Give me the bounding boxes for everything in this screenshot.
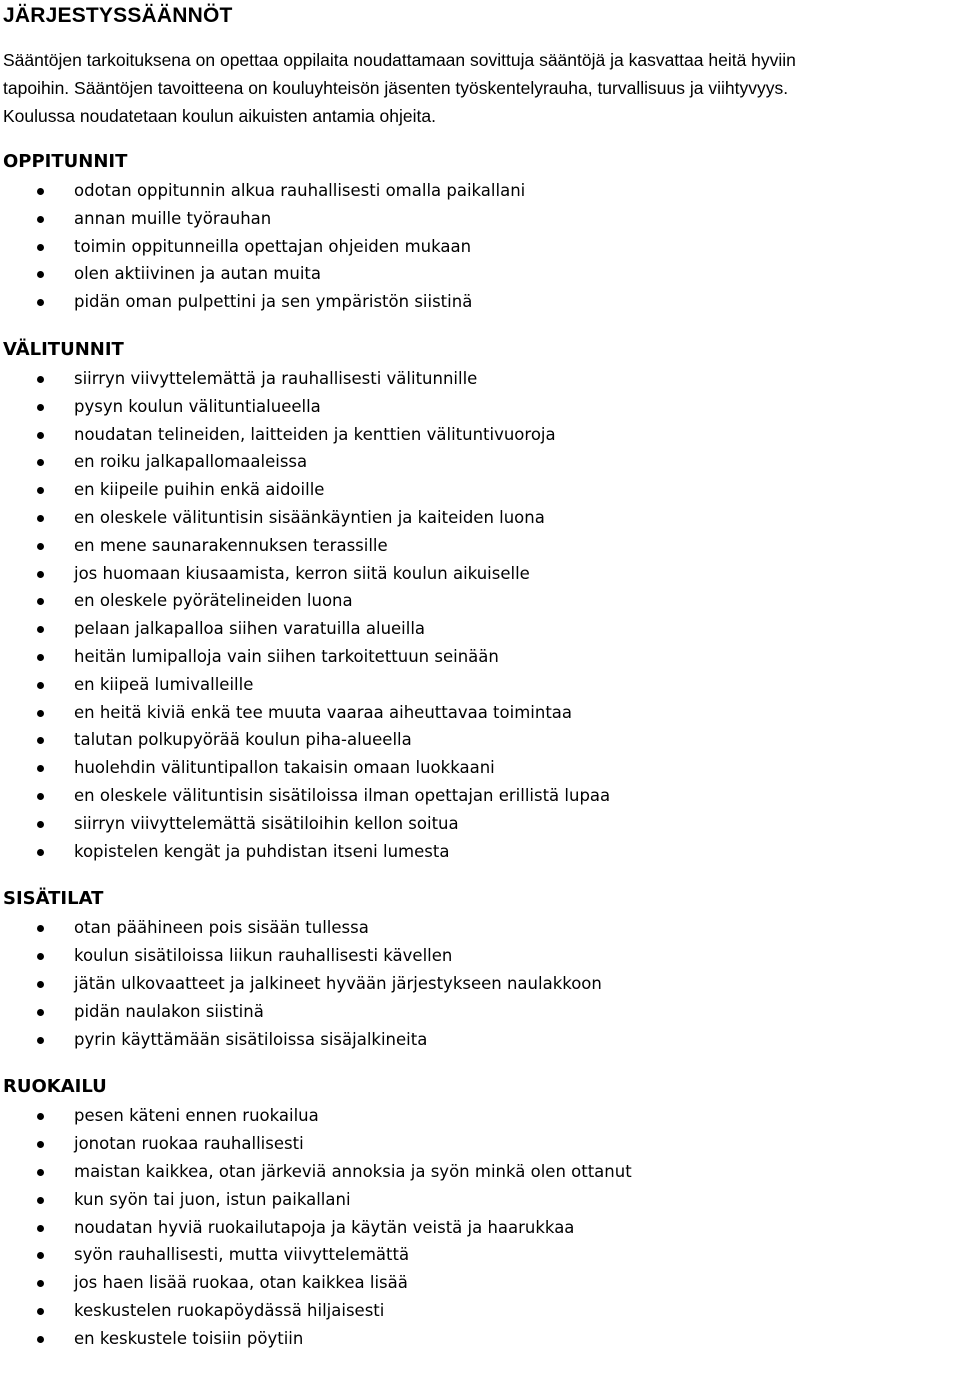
list-item-text: toimin oppitunneilla opettajan ohjeiden mukaan (74, 236, 472, 256)
list-item (3, 1158, 957, 1186)
list-item-text: en kiipeile puihin enkä aidoille (74, 480, 325, 500)
list-item-text: syön rauhallisesti, mutta viivyttelemättä (74, 1245, 410, 1265)
document-title: JÄRJESTYSSÄÄNNÖT (3, 4, 233, 27)
list-item-text: jos haen lisää ruokaa, otan kaikkea lisää (74, 1273, 408, 1293)
list-item-text: pesen käteni ennen ruokailua (74, 1106, 319, 1126)
list-item-text: en oleskele välituntisin sisäänkäyntien ja kaiteiden luona (74, 507, 545, 527)
list-item (3, 1130, 957, 1158)
bullet-icon (37, 793, 44, 800)
list-item (3, 970, 957, 998)
bullet-icon (37, 459, 44, 466)
bullet-icon (37, 299, 44, 306)
list-item-text: jätän ulkovaatteet ja jalkineet hyvään järjestykseen naulakkoon (74, 973, 602, 993)
bullet-icon (37, 1009, 44, 1016)
list-item-text: koulun sisätiloissa liikun rauhallisesti kävellen (74, 946, 453, 966)
list-item-text: noudatan hyviä ruokailutapoja ja käytän veistä ja haarukkaa (74, 1217, 575, 1237)
rules-list (3, 177, 957, 316)
list-item (3, 288, 957, 316)
list-item-text: siirryn viivyttelemättä sisätiloihin kellon soitua (74, 813, 459, 833)
intro-paragraph (3, 46, 957, 130)
list-item (3, 476, 957, 504)
list-item (3, 532, 957, 560)
list-item-text: maistan kaikkea, otan järkeviä annoksia ja syön minkä olen ottanut (74, 1161, 632, 1181)
list-item (3, 421, 957, 449)
list-item-text: noudatan telineiden, laitteiden ja kenttien välituntivuoroja (74, 424, 556, 444)
list-item (3, 671, 957, 699)
list-item-text: siirryn viivyttelemättä ja rauhallisesti välitunnille (74, 368, 478, 388)
list-item (3, 177, 957, 205)
list-item (3, 1297, 957, 1325)
list-item (3, 838, 957, 866)
list-item-text: en keskustele toisiin pöytiin (74, 1328, 304, 1348)
list-item (3, 1241, 957, 1269)
document-page (3, 0, 957, 1352)
list-item-text: kopistelen kengät ja puhdistan itseni lumesta (74, 841, 450, 861)
bullet-icon (37, 1280, 44, 1287)
section-heading: VÄLITUNNIT (3, 338, 124, 360)
intro-line: Sääntöjen tarkoituksena on opettaa oppilaita noudattamaan sovittuja sääntöjä ja kasvattaa heitä hyviin (3, 50, 796, 70)
section-heading: OPPITUNNIT (3, 151, 128, 172)
bullet-icon (37, 682, 44, 689)
bullet-icon (37, 1252, 44, 1259)
list-item-text: jos huomaan kiusaamista, kerron siitä koulun aikuiselle (74, 563, 530, 583)
section-heading: RUOKAILU (3, 1076, 107, 1098)
bullet-icon (37, 737, 44, 744)
bullet-icon (37, 216, 44, 223)
list-item-text: en mene saunarakennuksen terassille (74, 535, 388, 555)
bullet-icon (37, 376, 44, 383)
bullet-icon (37, 244, 44, 251)
bullet-icon (37, 404, 44, 411)
list-item-text: pidän naulakon siistinä (74, 1001, 264, 1021)
list-item (3, 1102, 957, 1130)
bullet-icon (37, 953, 44, 960)
bullet-icon (37, 849, 44, 856)
bullet-icon (37, 487, 44, 494)
list-item (3, 365, 957, 393)
bullet-icon (37, 654, 44, 661)
list-item-text: olen aktiivinen ja autan muita (74, 264, 321, 284)
bullet-icon (37, 432, 44, 439)
list-item (3, 587, 957, 615)
section-sis-tilat (3, 885, 957, 1053)
bullet-icon (37, 981, 44, 988)
bullet-icon (37, 925, 44, 932)
bullet-icon (37, 1141, 44, 1148)
list-item-text: en heitä kiviä enkä tee muuta vaaraa aiheuttavaa toimintaa (74, 702, 573, 722)
bullet-icon (37, 1336, 44, 1343)
list-item (3, 560, 957, 588)
list-item-text: en oleskele välituntisin sisätiloissa ilman opettajan erillistä lupaa (74, 785, 611, 805)
section-oppitunnit (3, 148, 957, 316)
list-item (3, 998, 957, 1026)
bullet-icon (37, 626, 44, 633)
list-item (3, 1026, 957, 1054)
list-item (3, 1186, 957, 1214)
bullet-icon (37, 1037, 44, 1044)
list-item (3, 810, 957, 838)
list-item-text: talutan polkupyörää koulun piha-alueella (74, 730, 412, 750)
rules-list (3, 365, 957, 865)
list-item-text: en oleskele pyörätelineiden luona (74, 591, 353, 611)
list-item (3, 615, 957, 643)
rules-list (3, 1102, 957, 1352)
list-item (3, 260, 957, 288)
list-item (3, 233, 957, 261)
bullet-icon (37, 1169, 44, 1176)
bullet-icon (37, 598, 44, 605)
list-item (3, 754, 957, 782)
list-item (3, 1214, 957, 1242)
section-ruokailu (3, 1073, 957, 1352)
bullet-icon (37, 515, 44, 522)
bullet-icon (37, 1197, 44, 1204)
list-item (3, 699, 957, 727)
list-item-text: annan muille työrauhan (74, 208, 272, 228)
list-item (3, 448, 957, 476)
intro-line: Koulussa noudatetaan koulun aikuisten antamia ohjeita. (3, 106, 436, 126)
list-item-text: keskustelen ruokapöydässä hiljaisesti (74, 1300, 385, 1320)
list-item (3, 942, 957, 970)
bullet-icon (37, 1225, 44, 1232)
bullet-icon (37, 765, 44, 772)
list-item-text: huolehdin välituntipallon takaisin omaan luokkaani (74, 758, 495, 778)
list-item-text: odotan oppitunnin alkua rauhallisesti omalla paikallani (74, 181, 526, 200)
list-item (3, 1269, 957, 1297)
intro-line: tapoihin. Sääntöjen tavoitteena on kouluyhteisön jäsenten työskentelyrauha, turvallisuus ja viihtyvyys. (3, 78, 789, 98)
list-item (3, 726, 957, 754)
bullet-icon (37, 188, 44, 195)
list-item (3, 504, 957, 532)
list-item-text: jonotan ruokaa rauhallisesti (74, 1134, 304, 1154)
list-item-text: en roiku jalkapallomaaleissa (74, 452, 308, 472)
bullet-icon (37, 571, 44, 578)
list-item (3, 205, 957, 233)
list-item-text: pyrin käyttämään sisätiloissa sisäjalkineita (74, 1029, 428, 1049)
rules-sections (3, 148, 957, 1352)
list-item-text: pelaan jalkapalloa siihen varatuilla alueilla (74, 619, 426, 639)
bullet-icon (37, 821, 44, 828)
section-v-litunnit (3, 336, 957, 865)
list-item-text: kun syön tai juon, istun paikallani (74, 1189, 351, 1209)
section-heading: SISÄTILAT (3, 888, 104, 910)
rules-list (3, 914, 957, 1053)
list-item (3, 914, 957, 942)
list-item-text: pidän oman pulpettini ja sen ympäristön siistinä (74, 292, 473, 312)
list-item (3, 393, 957, 421)
bullet-icon (37, 710, 44, 717)
bullet-icon (37, 1308, 44, 1315)
bullet-icon (37, 1113, 44, 1120)
list-item-text: heitän lumipalloja vain siihen tarkoitettuun seinään (74, 646, 499, 666)
list-item (3, 782, 957, 810)
list-item-text: pysyn koulun välituntialueella (74, 396, 321, 416)
bullet-icon (37, 543, 44, 550)
list-item (3, 643, 957, 671)
list-item (3, 1325, 957, 1353)
bullet-icon (37, 271, 44, 278)
list-item-text: otan päähineen pois sisään tullessa (74, 918, 369, 938)
list-item-text: en kiipeä lumivalleille (74, 674, 254, 694)
